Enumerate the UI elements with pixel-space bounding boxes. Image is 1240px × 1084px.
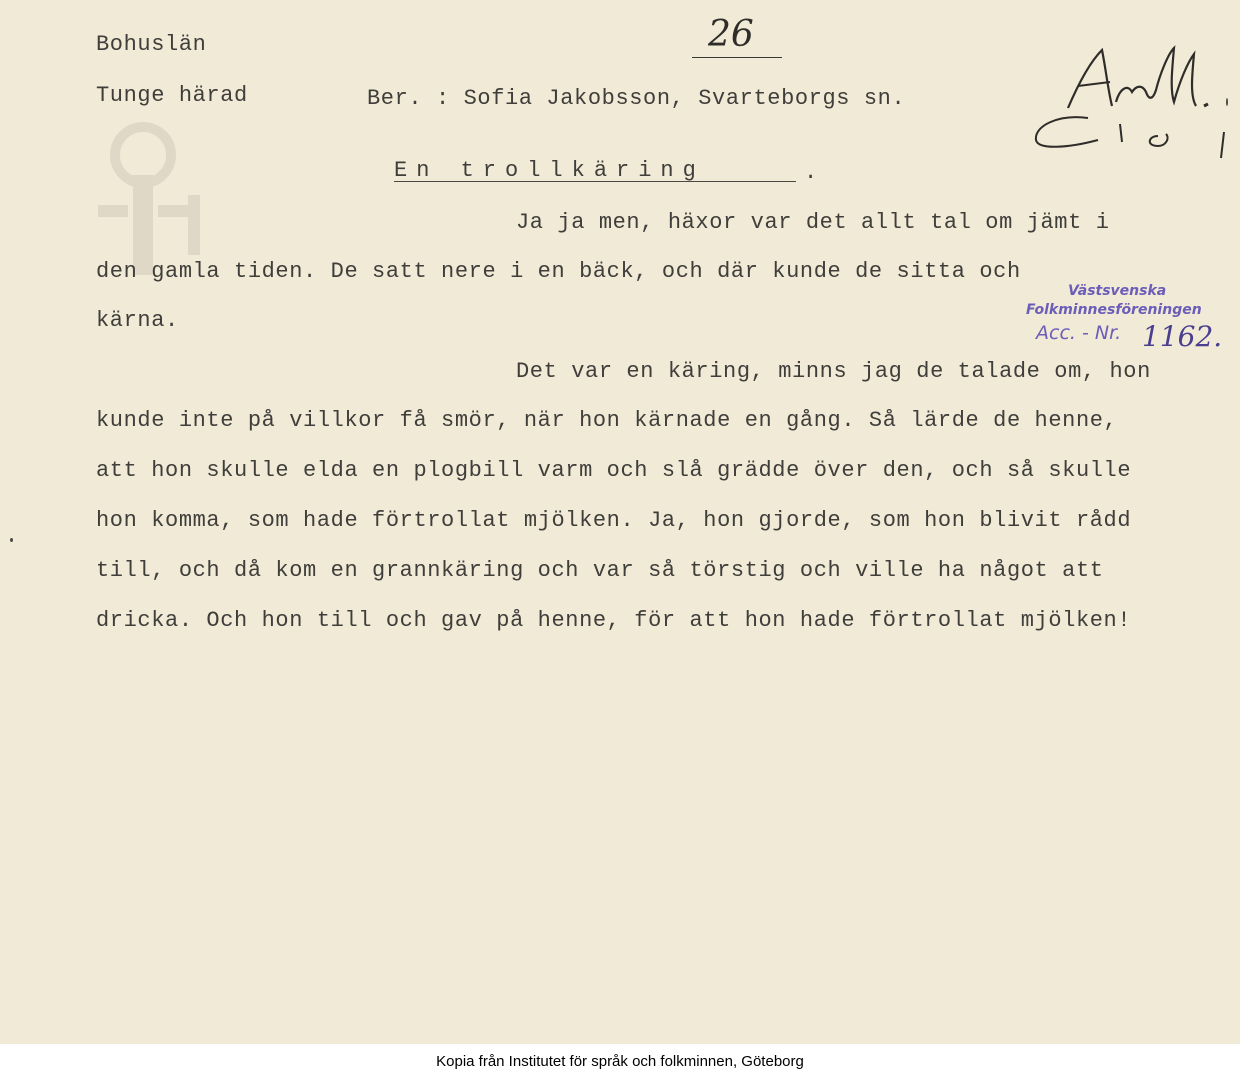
header-district: Tunge härad — [96, 83, 248, 108]
story-line: att hon skulle elda en plogbill varm och slå grädde över den, och så skulle — [96, 458, 1132, 483]
story-title-period: . — [804, 160, 818, 185]
header-informant: Ber. : Sofia Jakobsson, Svarteborgs sn. — [367, 86, 906, 111]
story-title: En trollkäring — [394, 158, 705, 183]
story-line: dricka. Och hon till och gav på henne, för att hon hade förtrollat mjölken! — [96, 608, 1132, 633]
story-line: kunde inte på villkor få smör, när hon kärnade en gång. Så lärde de henne, — [96, 408, 1118, 433]
paper-speck — [10, 538, 13, 542]
story-line: till, och då kom en grannkäring och var så törstig och ville ha något att — [96, 558, 1104, 583]
stamp-acc-number: 1162. — [1142, 320, 1223, 353]
paper-speck — [1226, 98, 1228, 106]
story-line: hon komma, som hade förtrollat mjölken. Ja, hon gjorde, som hon blivit rådd — [96, 508, 1132, 533]
header-region: Bohuslän — [96, 32, 207, 57]
footer-credit: Kopia från Institutet för språk och folkminnen, Göteborg — [436, 1053, 804, 1070]
story-line: Ja ja men, häxor var det allt tal om jämt i — [516, 210, 1110, 235]
story-line: Det var en käring, minns jag de talade om, hon — [516, 359, 1151, 384]
stamp-line-1: Västsvenska — [1068, 283, 1167, 299]
page-number-underline — [692, 57, 782, 58]
story-title-underline — [394, 181, 796, 182]
story-line: den gamla tiden. De satt nere i en bäck, och där kunde de sitta och — [96, 259, 1021, 284]
stamp-line-2: Folkminnesföreningen — [1026, 302, 1202, 318]
stamp-acc-label: Acc. - Nr. — [1036, 322, 1122, 344]
story-line: kärna. — [96, 308, 179, 333]
page-number: 26 — [708, 14, 754, 55]
handwritten-signature — [1028, 40, 1233, 165]
